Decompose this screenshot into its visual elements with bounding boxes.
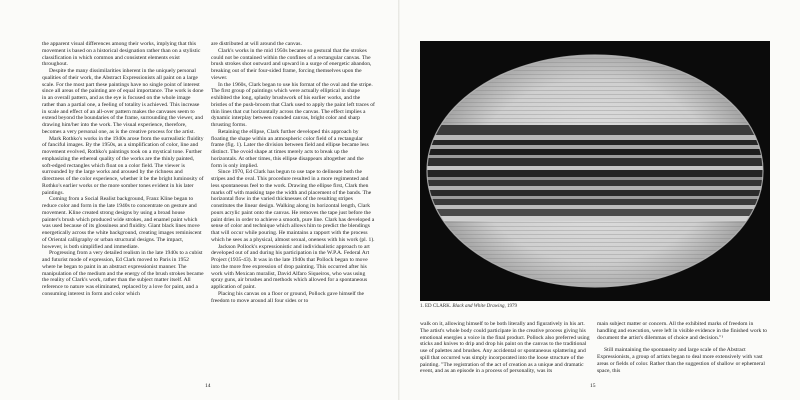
paragraph: Despite the many dissimilarities inherent in the uniquely personal qualities of their work, the Abstract Expressionists all paint on a large scale. For the most part these paintings have no single point of interest since all areas of the painting are of equal importance. The work is done in an overall pattern, and as the eye is focused on the whole image rather than a partial one, a feeling of totality is achieved. This increase in scale and effect of an all-over pattern makes the canvases seem to extend beyond the boundaries of the frame, surrounding the viewer, and drawing him/her into the work. The visual experience, therefore, becomes a very personal one, as is the creative process for the artist. — [42, 68, 204, 135]
figure-caption — [420, 304, 517, 309]
paragraph: main subject matter or concern. All the exhibited marks of freedom in handling and execution, were left in visible evidence in the finished work to document the artist's dilemmas of choice and decision."¹ — [597, 321, 768, 341]
paragraph: Clark's works in the mid 1950s became so gestural that the strokes could not be contained within the confines of a rectangular canvas. The brush strokes shot outward and upward in a surge of energetic abandon, breaking out of their four-sided frame, forcing themselves upon the viewer. — [211, 47, 372, 81]
right-page-column-1 — [420, 321, 590, 391]
caption-year: 1979 — [506, 304, 517, 309]
paragraph: Retaining the ellipse, Clark further developed this approach by floating the shape within an atmospheric color field of a rectangular frame (fig. 1). Later the division between field and ellipse became less distinct. The ovoid shape at times merely acts to break up the horizontals. At other times, this ellipse disappears altogether and the form is only implied. — [211, 128, 369, 169]
paragraph: Still maintaining the spontaneity and large scale of the Abstract Expressionists, a group of artists began to deal more extensively with vast areas or fields of color. Rather than the suggestion of shallow or ephemeral space, this — [597, 347, 765, 374]
caption-prefix: 1. ED CLARK. — [420, 304, 452, 309]
paragraph: In the 1960s, Clark began to use his format of the oval and the stripe. The first group of paintings which were actually elliptical in shape exhibited the long, splashy brushwork of his earlier works, and the bristles of the push-broom that Clark used to apply the paint left traces of thin lines that cut horizontally across the canvas. The effect implies a dynamic interplay between rounded canvas, bright color and sharp thrusting forms. — [211, 81, 375, 128]
paragraph: Coming from a Social Realist background, Franz Kline began to reduce color and form in the late 1940s to concentrate on gesture and movement. Kline created strong designs by using a broad house painter's brush which produced wide strokes, and enamel paint which was used because of its glossiness and fluidity. Giant black lines move energetically across the white background, creating images reminiscent of Oriental calligraphy or urban structural designs. The impact, however, is both simplified and immediate. — [42, 196, 202, 250]
left-page-column-2 — [211, 41, 375, 381]
page-number-right: 15 — [590, 383, 596, 389]
right-page-column-2 — [597, 321, 769, 391]
paragraph: the apparent visual differences among their works, implying that this movement is based on a historical designation rather than on a stylistic classification in which common and consistent elements exist throughout. — [42, 41, 201, 68]
paragraph: Since 1970, Ed Clark has begun to use tape to delineate both the stripes and the oval. This procedure resulted in a more regimented and less spontaneous feel to the work. Drawing the ellipse first, Clark then marks off with masking tape the width and placement of the bands. The horizontal flow in the varied thicknesses of the resulting stripes constitutes the linear design. Walking along its horizontal length, Clark pours acrylic paint onto the canvas. He removes the tape just before the paint dries in order to achieve a smooth, pure line. Clark has developed a sense of color and technique which allows him to predict the blendings that will occur while pouring. He maintains a rapport with the process which he sees as a physical, almost sexual, oneness with his work (pl. 1). — [211, 169, 375, 243]
caption-title: Black and White Drawing, — [452, 304, 506, 309]
artwork-ellipse-image — [420, 41, 770, 301]
paragraph: Mark Rothko's works in the 1940s arose from the surrealistic fluidity of fanciful images. By the 1950s, as a simplification of color, line and movement evolved, Rothko's paintings took on a mystical tone. Further emphasizing the ethereal quality of the works are the thinly painted, soft-edged rectangles which float on a color field. The viewer is surrounded by the large works and aroused by the richness and directness of the color experience, whether it be the bright luminosity of Rothko's earlier works or the more somber tones evident in his later paintings. — [42, 135, 204, 196]
paragraph: walk on it, allowing himself to be both literally and figuratively in his art. The artist's whole body could participate in the creative process giving his emotional energies a voice in the final product. Pollock also preferred using sticks and knives to drip and drop his paint on the canvas to the traditional use of palettes and brushes. Any accidental or spontaneous splattering and spill that occurred was simply incorporated into the loose structure of the painting. "The registration of the act of creation as a unique and dramatic event, and as an episode in a process of personality, was its — [420, 321, 590, 375]
paragraph: Placing his canvas on a floor or ground, Pollock gave himself the freedom to move around all four sides or to — [211, 290, 365, 304]
paragraph: Jackson Pollock's expressionistic and individualistic approach to art developed out of and during his participation in the W.P.A. Federal Art Project (1935-43). It was in the late 1940s that Pollock began to move into the more free expression of drop painting. This occurred after his work with Mexican muralist, David Alfaro Siqueiros, who was using spray guns, air brushes and methods which allowed for a spontaneous application of paint. — [211, 243, 370, 290]
figure-black-and-white-drawing — [420, 41, 770, 301]
left-page-column-1 — [42, 41, 204, 381]
paragraph: Progressing from a very detailed realism in the late 1940s to a cubist and futurist mode of expression, Ed Clark moved to Paris in 1952 where he began to paint in an abstract expressionist manner. The manipulation of the medium and the energy of the brush strokes became the reality of Clark's work, rather than the subject matter itself. All reference to nature was eliminated, replaced by a love for paint, and a consuming interest in form and color which — [42, 250, 204, 297]
paragraph: are distributed at will around the canvas. — [211, 41, 302, 47]
page-number-left: 14 — [205, 383, 211, 389]
